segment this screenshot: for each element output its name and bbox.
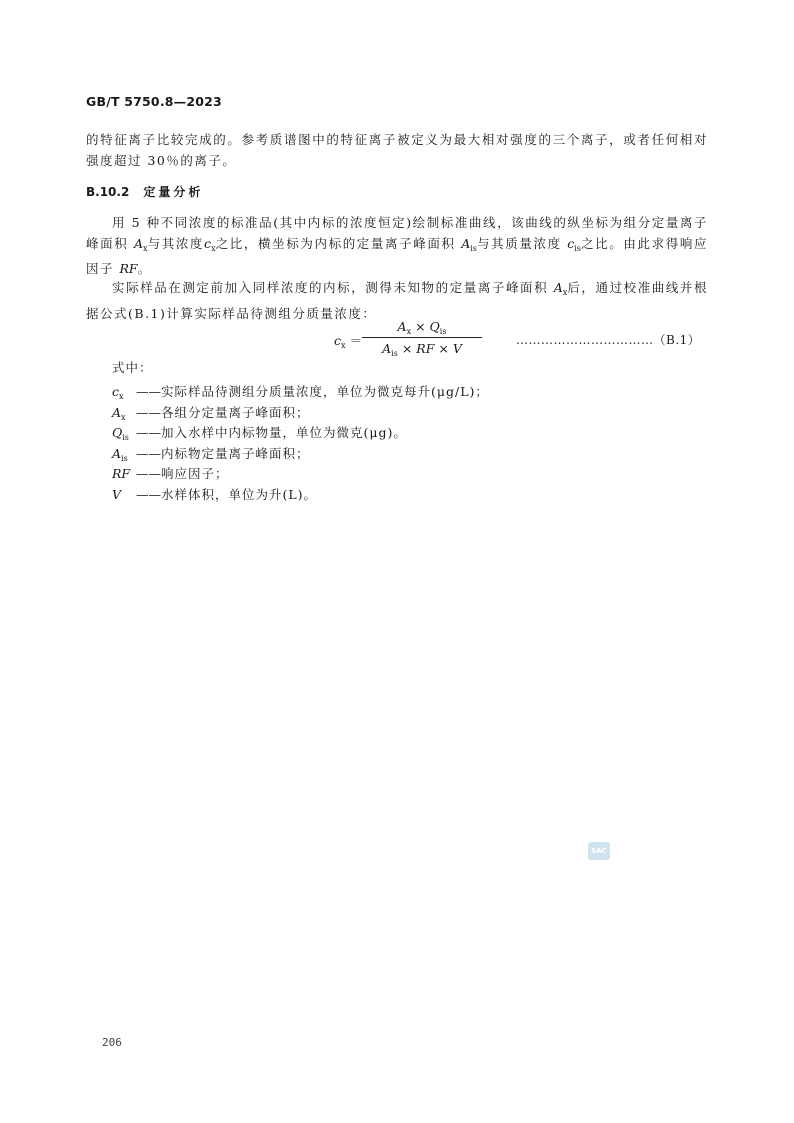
dash: —— — [136, 445, 161, 461]
section-heading — [86, 183, 203, 200]
text-run: 之比，横坐标为内标的定量离子峰面积 — [215, 235, 462, 251]
text-run: 之比。由此求得响应因子 — [86, 235, 708, 276]
subscript: x — [341, 341, 346, 350]
definition-item — [112, 464, 489, 485]
dash: —— — [136, 425, 161, 440]
times-sign: × — [415, 319, 426, 334]
times-sign: × — [401, 341, 413, 356]
formula-reference: ……………………………（B.1） — [516, 333, 701, 347]
dash: —— — [136, 404, 161, 420]
page-number: 206 — [102, 1036, 122, 1049]
var-a: A — [397, 319, 407, 334]
subscript: x — [119, 392, 124, 401]
def-symbol: Q — [112, 425, 123, 440]
subscript: x — [142, 243, 148, 253]
dash: —— — [136, 384, 161, 399]
subscript: x — [562, 288, 568, 297]
var-v: V — [452, 341, 462, 356]
text-run: 与其质量浓度 — [476, 235, 568, 251]
def-text: 各组分定量离子峰面积； — [161, 404, 310, 420]
times-sign: × — [438, 341, 449, 356]
definition-item — [112, 403, 489, 424]
def-symbol: V — [112, 486, 122, 502]
formula-fraction — [362, 318, 482, 358]
section-number: B.10.2 — [86, 185, 130, 199]
definition-item — [112, 444, 489, 465]
dash: —— — [136, 466, 161, 481]
definition-item — [112, 382, 489, 403]
subscript: is — [470, 243, 477, 253]
definitions-list — [112, 382, 489, 505]
text-run: 实际样品在测定前加入同样浓度的内标，测得未知物的定量离子峰面积 — [112, 280, 554, 295]
var-a: A — [133, 235, 143, 251]
paragraph-calibration — [86, 213, 708, 280]
subscript: is — [391, 349, 398, 358]
def-text: 实际样品待测组分质量浓度，单位为微克每升(μg/L)； — [161, 384, 489, 399]
fraction-bar — [362, 337, 482, 338]
text-run: 与其浓度 — [147, 235, 205, 251]
var-a-is: A — [461, 235, 471, 251]
subscript: x — [406, 327, 412, 336]
var-a: A — [553, 280, 563, 295]
def-symbol: A — [112, 445, 122, 461]
subscript: x — [121, 412, 126, 422]
formula-numerator — [362, 318, 482, 336]
def-symbol: RF — [112, 466, 131, 481]
document-standard-id: GB/T 5750.8—2023 — [86, 94, 222, 109]
text-run: 。 — [137, 261, 152, 276]
var-a: A — [382, 341, 392, 356]
def-text: 加入水样中内标物量，单位为微克(μg)。 — [161, 425, 407, 440]
var-rf: RF — [119, 261, 138, 276]
intro-paragraph: 的特征离子比较完成的。参考质谱图中的特征离子被定义为最大相对强度的三个离子，或者任何相对强度超过 30％的离子。 — [86, 132, 708, 168]
text-run: 后，通过校准曲线并根据公式(B.1)计算实际样品待测组分质量浓度： — [86, 280, 708, 321]
subscript: is — [121, 453, 128, 463]
dash: —— — [136, 486, 161, 502]
var-c: c — [334, 333, 342, 348]
def-text: 水样体积，单位为升(L)。 — [161, 486, 318, 502]
definition-item — [112, 485, 489, 506]
subscript: is — [122, 433, 129, 442]
formula-lhs — [334, 331, 362, 350]
def-symbol: A — [112, 404, 122, 420]
definition-item — [112, 423, 489, 444]
subscript: is — [439, 327, 447, 336]
text-run: 用 5 种不同浓度的标准品(其中内标的浓度恒定)绘制标准曲线，该曲线的纵坐标为组分定量离子峰面积 — [86, 215, 708, 251]
section-title: 定量分析 — [143, 185, 204, 199]
def-text: 响应因子； — [161, 466, 229, 481]
equals-sign: ＝ — [349, 333, 363, 348]
sac-watermark-logo: SAC — [588, 842, 610, 860]
var-c-is: c — [567, 235, 575, 251]
formula-denominator — [362, 340, 482, 358]
subscript: is — [574, 243, 581, 253]
subscript: x — [211, 243, 216, 253]
def-text: 内标物定量离子峰面积； — [161, 445, 310, 461]
var-c: c — [204, 235, 212, 251]
var-q: Q — [429, 319, 440, 334]
var-rf: RF — [416, 341, 435, 356]
where-label: 式中： — [112, 360, 153, 375]
formula-b1 — [334, 318, 714, 358]
def-symbol: c — [112, 384, 120, 399]
